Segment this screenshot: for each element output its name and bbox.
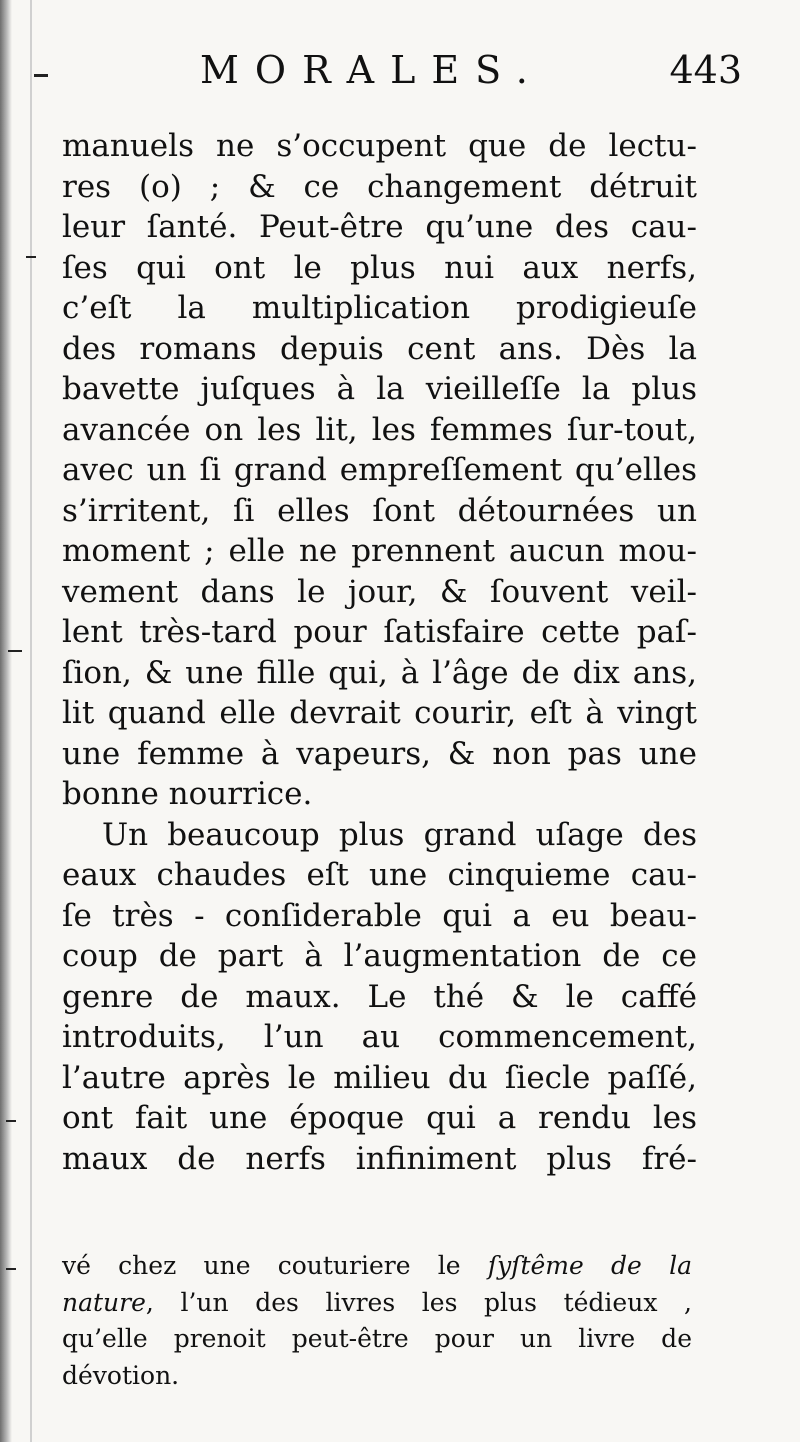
text-line: c’eſt la multiplication prodigieuſe (62, 290, 697, 326)
footnote-text: , l’un des livres les plus tédieux , (145, 1287, 692, 1317)
page-header (60, 40, 760, 100)
footnote-book-title: ſyſtême de la (487, 1251, 692, 1280)
text-line: lent très-tard pour ſatisfaire cette paſ- (62, 614, 697, 650)
text-line: bavette juſques à la vieilleſſe la plus (62, 371, 697, 407)
footnote-line (62, 1248, 692, 1285)
text-line: l’autre après le milieu du ſiecle paſſé, (62, 1059, 697, 1096)
text-line: coup de part à l’augmentation de ce (62, 938, 697, 974)
text-line: genre de maux. Le thé & le caffé (62, 978, 697, 1015)
text-line: avec un ſi grand empreſſement qu’elles (62, 452, 697, 488)
page-fold-line (30, 0, 32, 1442)
text-line: Un beaucoup plus grand uſage des (102, 816, 697, 853)
text-line: maux de nerfs infiniment plus fré- (62, 1140, 697, 1177)
text-line: s’irritent, ſi elles ſont détournées un (62, 492, 697, 529)
text-line: ſion, & une fille qui, à l’âge de dix ans, (62, 654, 697, 691)
text-line: avancée on les lit, les femmes ſur-tout, (62, 411, 697, 448)
text-line: ſe très - conſiderable qui a eu beau- (62, 897, 697, 934)
footnote-line: dévotion. (62, 1360, 180, 1390)
text-line: ſes qui ont le plus nui aux nerfs, (62, 249, 697, 286)
footnote-text: vé chez une couturiere le (62, 1251, 488, 1280)
text-line: moment ; elle ne prennent aucun mou- (62, 533, 697, 569)
running-head: MORALES. (200, 48, 544, 92)
footnote-book-title: nature (62, 1287, 146, 1317)
text-line: ont fait une époque qui a rendu les (62, 1100, 697, 1136)
body-text (62, 126, 697, 1179)
text-line: vement dans le jour, & ſouvent veil- (62, 573, 697, 610)
text-line: res (o) ; & ce changement détruit (62, 168, 697, 205)
text-line: eaux chaudes eſt une cinquieme cau- (62, 857, 697, 893)
page-number: 443 (669, 48, 742, 92)
text-line: introduits, l’un au commencement, (62, 1019, 697, 1055)
text-line: bonne nourrice. (62, 776, 313, 812)
footnote (62, 1248, 692, 1394)
text-line: une femme à vapeurs, & non pas une (62, 735, 697, 772)
text-line: lit quand elle devrait courir, eſt à vingt (62, 695, 697, 731)
footnote-line: qu’elle prenoit peut-être pour un livre de (62, 1324, 692, 1353)
text-line: manuels ne s’occupent que de lectu- (62, 128, 697, 164)
text-line: des romans depuis cent ans. Dès la (62, 330, 697, 367)
text-line: leur ſanté. Peut-être qu’une des cau- (62, 209, 697, 245)
footnote-line (62, 1285, 692, 1322)
page-gutter-shadow (0, 0, 12, 1442)
